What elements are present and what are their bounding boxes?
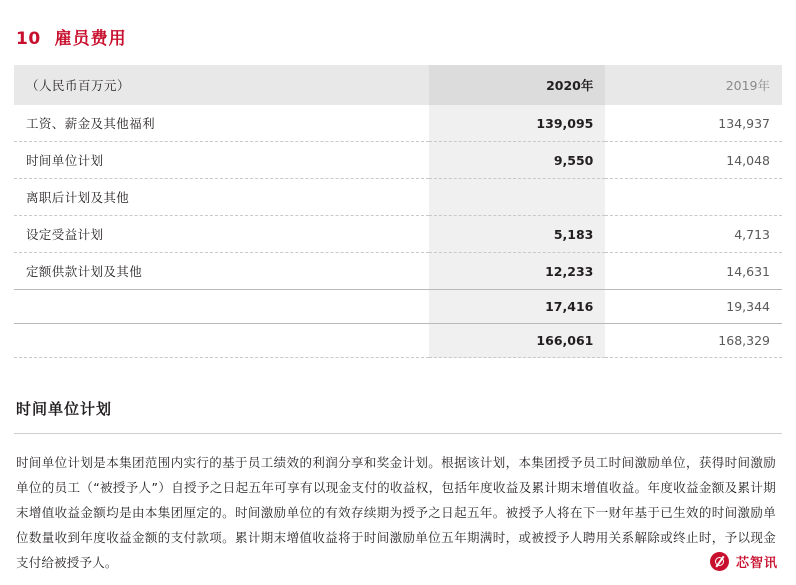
row-value-2019: 168,329 <box>605 324 782 358</box>
table-row <box>14 216 782 253</box>
row-value-2020: 166,061 <box>429 324 606 358</box>
table-col-2019: 2019年 <box>605 65 782 105</box>
employee-expense-table <box>14 65 782 358</box>
row-value-2020: 17,416 <box>429 290 606 324</box>
row-value-2020: 139,095 <box>429 105 606 142</box>
table-header <box>14 65 782 105</box>
row-value-2019: 134,937 <box>605 105 782 142</box>
row-label: 定额供款计划及其他 <box>14 253 429 290</box>
table-row <box>14 253 782 290</box>
row-label: 时间单位计划 <box>14 142 429 179</box>
row-value-2019: 4,713 <box>605 216 782 253</box>
table-row <box>14 142 782 179</box>
section-number: 10 <box>16 29 41 49</box>
section-heading <box>14 0 782 49</box>
note-divider <box>14 433 782 434</box>
row-value-2019 <box>605 179 782 216</box>
row-value-2020: 12,233 <box>429 253 606 290</box>
row-value-2019: 14,631 <box>605 253 782 290</box>
row-label <box>14 324 429 358</box>
note-paragraph: 时间单位计划是本集团范围内实行的基于员工绩效的利润分享和奖金计划。根据该计划，本集团授予员工时间激励单位，获得时间激励单位的员工（“被授予人”）自授予之日起五年可享有以现金支付的收益权，包括年度收益及累计期末增值收益。年度收益金额及累计期末增值收益金额均是由本集团厘定的。时间激励单位的有效存续期为授予之日起五年。被授予人将在下一财年基于已生效的时间激励单位数量收到年度收益金额的支付款项。累计期末增值收益将于时间激励单位五年期满时，或被授予人聘用关系解除或终止时，予以现金支付给被授予人。 <box>16 455 776 570</box>
table-header-row <box>14 65 782 105</box>
row-label: 设定受益计划 <box>14 216 429 253</box>
table-row <box>14 105 782 142</box>
table-body <box>14 105 782 358</box>
watermark-label: 芯智讯 <box>735 556 778 571</box>
row-value-2020 <box>429 179 606 216</box>
table-row-subtotal <box>14 290 782 324</box>
row-value-2020: 9,550 <box>429 142 606 179</box>
row-label: 工资、薪金及其他福利 <box>14 105 429 142</box>
row-label: 离职后计划及其他 <box>14 179 429 216</box>
row-value-2019: 14,048 <box>605 142 782 179</box>
watermark-logo-icon <box>710 552 729 571</box>
row-value-2019: 19,344 <box>605 290 782 324</box>
table-row-group-heading <box>14 179 782 216</box>
note-heading: 时间单位计划 <box>16 400 113 418</box>
watermark <box>710 552 778 571</box>
table-row-total <box>14 324 782 358</box>
row-label <box>14 290 429 324</box>
employee-expense-table-wrap <box>14 65 782 358</box>
table-col-2020: 2020年 <box>429 65 606 105</box>
section-title: 雇员费用 <box>54 29 127 49</box>
row-value-2020: 5,183 <box>429 216 606 253</box>
table-unit-label: （人民币百万元） <box>14 65 429 105</box>
